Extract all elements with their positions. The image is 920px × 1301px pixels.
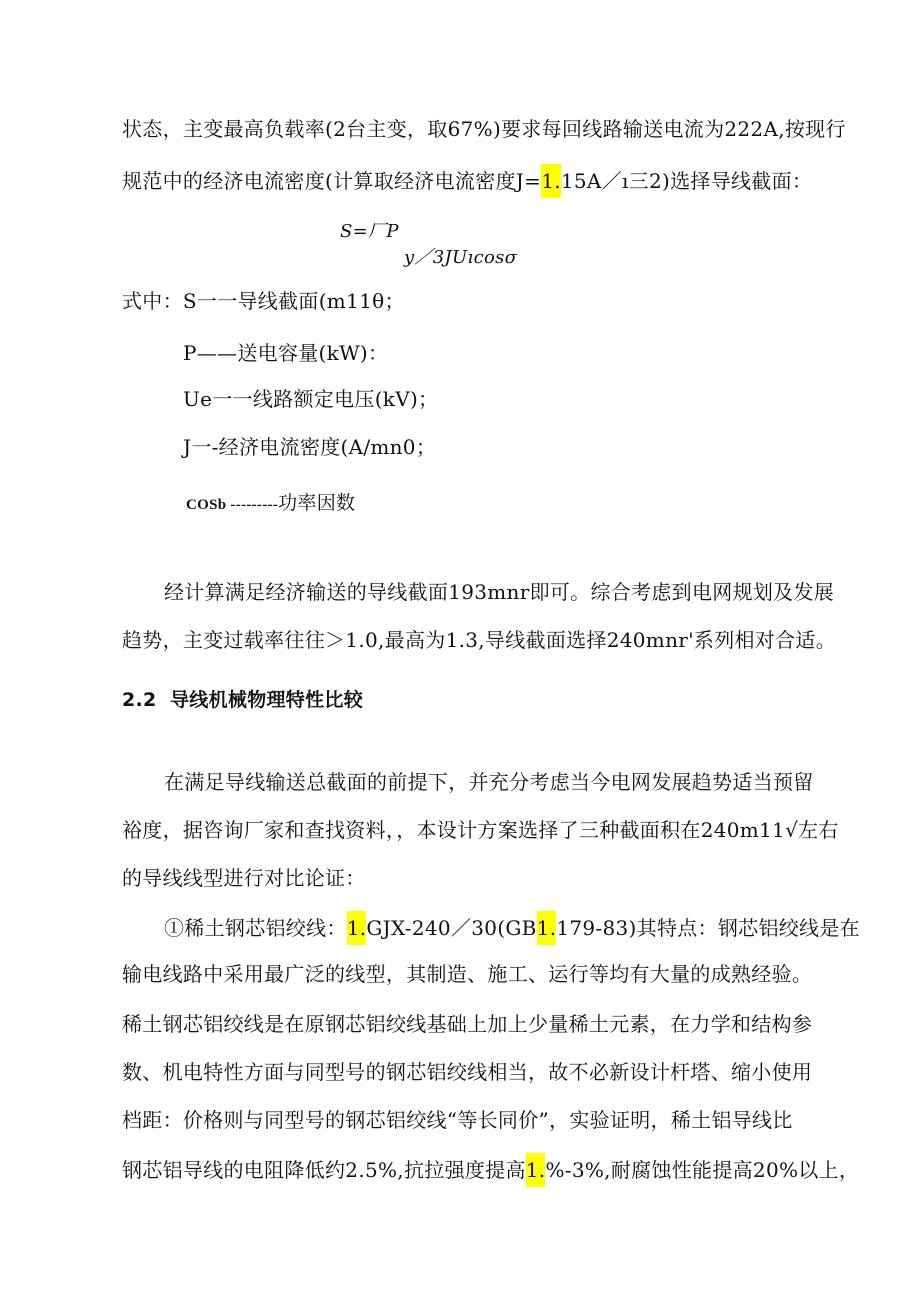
definition-line: P——送电容量(kW)： <box>183 341 389 365</box>
paragraph-line: 输电线路中采用最广泛的线型，其制造、施工、运行等均有大量的成熟经验。 <box>122 962 813 986</box>
highlighted-text: 1. <box>347 911 367 945</box>
text-span: 15A／ı三2)选择导线截面： <box>560 169 813 193</box>
definition-line: 式中：S一一导线截面(m11θ； <box>122 289 405 313</box>
formula-numerator: S=厂P <box>340 221 399 242</box>
definition-line: Ue一一线路额定电压(kV)； <box>183 387 439 411</box>
paragraph-line: 数、机电特性方面与同型号的钢芯铝绞线相当，故不必新设计杆塔、缩小使用 <box>122 1060 813 1084</box>
section-title: 导线机械物理特性比较 <box>170 689 364 711</box>
formula-denominator: y／3JUıcosσ <box>404 247 518 268</box>
definition-line <box>186 488 355 520</box>
text-span: GJX-240／30(GB <box>366 916 537 940</box>
cos-symbol: COSb --------- <box>186 497 279 513</box>
highlighted-text: 1. <box>537 911 557 945</box>
text-span: 功率因数 <box>278 492 356 514</box>
paragraph-line <box>122 164 812 198</box>
highlighted-text: 1. <box>541 164 561 198</box>
paragraph-line: 裕度，据咨询厂家和查找资料，，本设计方案选择了三种截面积在240m11√左右 <box>122 818 839 842</box>
paragraph-line: 经计算满足经济输送的导线截面193mnr即可。综合考虑到电网规划及发展 <box>164 580 835 604</box>
section-number: 2.2 <box>122 689 157 711</box>
paragraph-line: 趋势，主变过载率往往＞1.0,最高为1.3,导线截面选择240mnr'系列相对合适。 <box>122 628 837 652</box>
highlighted-text: 1. <box>526 1153 546 1187</box>
paragraph-line <box>164 911 860 945</box>
paragraph-line <box>122 1153 859 1187</box>
text-span: 规范中的经济电流密度(计算取经济电流密度J= <box>122 169 542 193</box>
paragraph-line: 的导线线型进行对比论证： <box>122 866 366 890</box>
text-span: 179-83)其特点：钢芯铝绞线是在 <box>556 916 860 940</box>
paragraph-line: 档距：价格则与同型号的钢芯铝绞线“等长同价”，实验证明，稀土铝导线比 <box>122 1108 793 1132</box>
section-heading <box>122 685 363 715</box>
text-span: %-3%,耐腐蚀性能提高20%以上， <box>545 1158 860 1182</box>
paragraph-line: 稀土钢芯铝绞线是在原钢芯铝绞线基础上加上少量稀土元素，在力学和结构参 <box>122 1012 813 1036</box>
text-span: ①稀土钢芯铝绞线： <box>164 916 347 940</box>
definition-line: J一-经济电流密度(A/mn0； <box>183 435 437 459</box>
text-span: 钢芯铝导线的电阻降低约2.5%,抗拉强度提高 <box>122 1158 526 1182</box>
paragraph-line: 状态，主变最高负载率(2台主变，取67%)要求每回线路输送电流为222A,按现行 <box>122 117 846 141</box>
paragraph-line: 在满足导线输送总截面的前提下，并充分考虑当今电网发展趋势适当预留 <box>164 770 814 794</box>
